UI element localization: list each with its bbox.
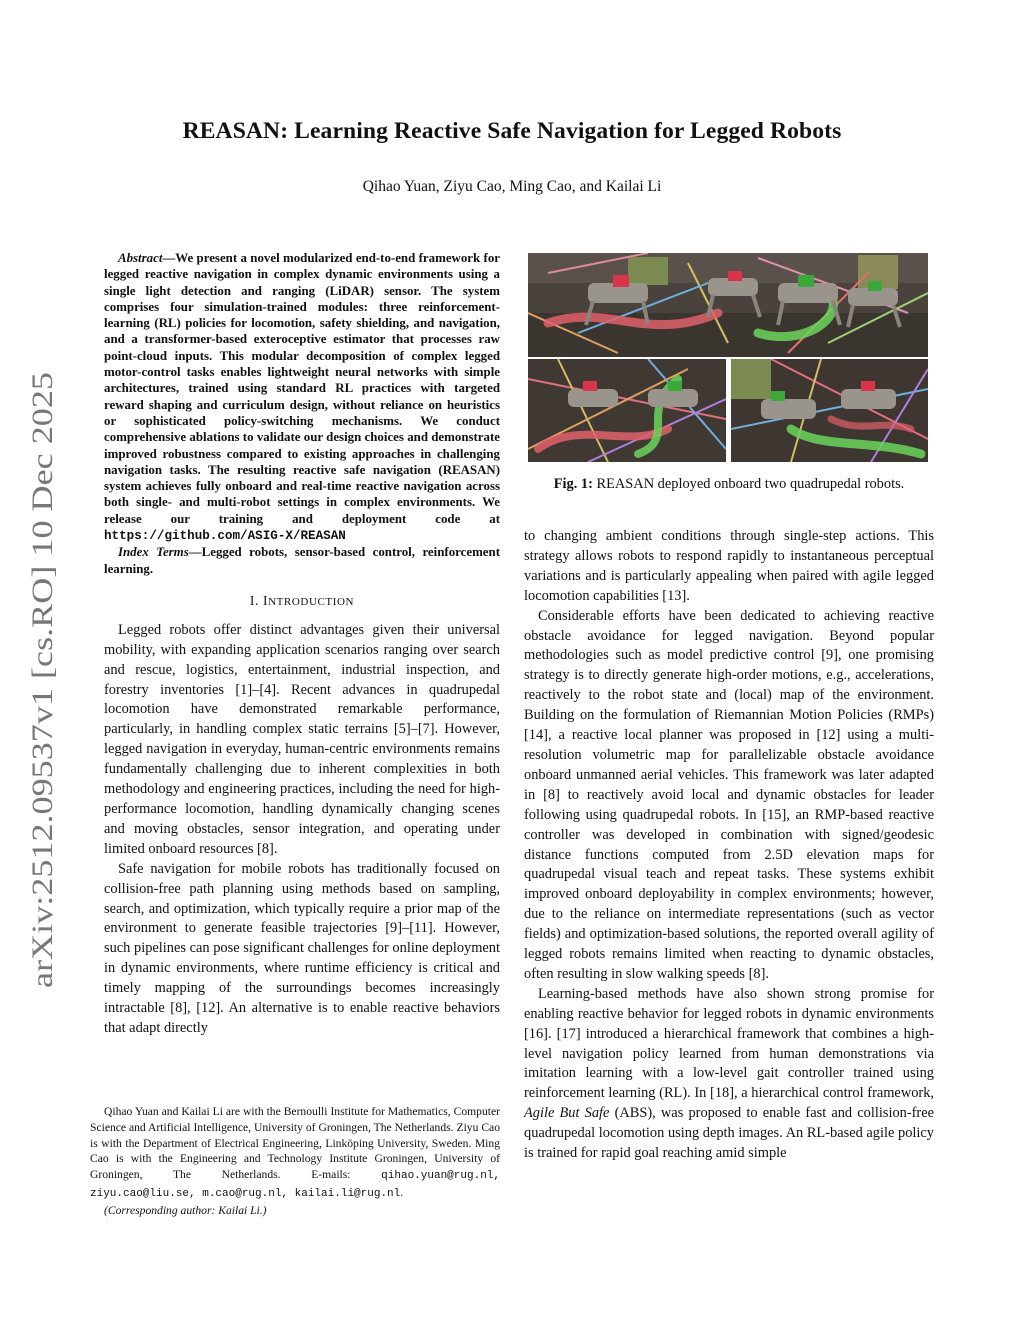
- figure-1-caption: [524, 476, 934, 493]
- figure-caption-text: REASAN deployed onboard two quadrupedal robots.: [596, 476, 905, 492]
- author-list: Qihao Yuan, Ziyu Cao, Ming Cao, and Kailai Li: [362, 178, 662, 195]
- affiliation-note: [90, 1104, 500, 1203]
- section-heading-introduction: [104, 591, 500, 613]
- arxiv-stamp-text: arXiv:2512.09537v1 [cs.RO] 10 Dec 2025: [26, 476, 59, 988]
- section-title-initial: I: [262, 592, 269, 608]
- figure-photo-bottom-left: [528, 359, 726, 462]
- index-terms-dash: —: [188, 545, 202, 560]
- left-column: [104, 250, 500, 1039]
- right-paragraph-3: [524, 985, 934, 1164]
- index-terms-label: Index Terms: [118, 545, 189, 560]
- figure-photo-top: [528, 253, 928, 357]
- author-footnote: [90, 1104, 500, 1219]
- paper-title: REASAN: Learning Reactive Safe Navigation for Legged Robots: [182, 118, 842, 144]
- right-column: [524, 527, 934, 1164]
- right-paragraph-1: to changing ambient conditions through single-step actions. This strategy allows robots to respond rapidly to instantaneous perceptual variations and is particularly appealing when paired with agile legged locomotion capabilities [13].: [524, 528, 934, 604]
- section-number: I.: [249, 592, 259, 608]
- right-paragraph-2: Considerable efforts have been dedicated to achieving reactive obstacle avoidance for legged navigation. Beyond popular methodologies such as model predictive control [9], one promising strategy is to directly generate high-order motions, e.g., accelerations, reactively to the robot state and (local) map of the environment. Building on the formulation of Riemannian Motion Policies (RMPs) [14], a reactive local planner was proposed in [12] using a multi-resolution volumetric map for parallelizable obstacle avoidance onboard unmanned aerial vehicles. This framework was later adapted in [8] to reactively avoid local and dynamic obstacles for leader following using quadrupedal robots. In [15], an RMP-based reactive controller was developed in combination with signed/geodesic distance functions computed from 2.5D elevation maps for quadrupedal visual teach and repeat tasks. These systems exhibit improved onboard deployability in complex environments; however, due to the reliance on intermediate representations (such as vector fields) and optimization-based solutions, the reported overall agility of legged robots remains limited when reacting to dynamic obstacles, often resulting in slow walking speeds [8].: [524, 607, 934, 982]
- corresponding-author-note: (Corresponding author: Kailai Li.): [104, 1203, 267, 1217]
- right-paragraph-3-part2: (ABS), was proposed to enable fast and collision-free quadrupedal locomotion using depth images. An RL-based agile policy is trained for rapid goal reaching amid simple: [524, 1105, 934, 1162]
- figure-label: Fig. 1:: [553, 476, 593, 492]
- affiliation-text: Qihao Yuan and Kailai Li are with the Bernoulli Institute for Mathematics, Computer Science and Artificial Intelligence, University of Groningen, The Netherlands. Ziyu Cao is with the Department of Electrical Engineering, Linköping University, Sweden. Ming Cao is with the Engineering and Technology Institute Groningen, University of Groningen, The Netherlands. E-mails:: [90, 1105, 500, 1182]
- footnote-period: .: [400, 1185, 404, 1199]
- index-terms: [104, 544, 500, 577]
- index-terms-text: Legged robots, sensor-based control, reinforcement learning.: [104, 545, 500, 576]
- abs-method-name: Agile But Safe: [524, 1105, 610, 1122]
- figure-photo-bottom-right: [731, 359, 928, 462]
- abstract: [104, 250, 500, 544]
- abstract-label: Abstract: [118, 251, 163, 265]
- intro-paragraph-2: Safe navigation for mobile robots has traditionally focused on collision-free path planning using methods based on sampling, search, and optimization, which typically require a prior map of the environment to generate feasible trajectories [9]–[11]. However, such pipelines can pose significant challenges for online deployment in dynamic environments, where runtime efficiency is critical and timely mapping of the surroundings becomes increasingly intractable [8], [12]. An alternative is to enable reactive behaviors that adapt directly: [104, 860, 500, 1036]
- code-url-link[interactable]: https://github.com/ASIG-X/REASAN: [104, 529, 346, 544]
- abstract-dash: —: [162, 251, 176, 265]
- abstract-text: We present a novel modularized end-to-end framework for legged reactive navigation in complex dynamic environments using a single light detection and ranging (LiDAR) sensor. The system comprises four simulation-trained modules: three reinforcement-learning (RL) policies for locomotion, safety shielding, and navigation, and a transformer-based exteroceptive estimator that processes raw point-cloud inputs. This modular decomposition of complex legged motor-control tasks enables lightweight neural networks with simple architectures, trained using standard RL practices with targeted reward shaping and curriculum design, without reliance on heuristics or sophisticated policy-switching mechanisms. We conduct comprehensive ablations to validate our design choices and demonstrate improved robustness compared to existing approaches in challenging navigation tasks. The resulting reactive safe navigation (REASAN) system achieves fully onboard and real-time reactive navigation across both single- and multi-robot settings in complex environments. We release our training and deployment code at: [104, 251, 500, 526]
- right-paragraph-3-part1: Learning-based methods have also shown strong promise for enabling reactive behavior for legged robots in dynamic environments [16]. [17] introduced a hierarchical framework that combines a high-level navigation policy learned from human demonstrations via imitation learning with a low-level gait controller trained using reinforcement learning (RL). In [18], a hierarchical control framework,: [524, 985, 934, 1102]
- arxiv-side-stamp: [2, 370, 72, 990]
- section-title-rest: NTRODUCTION: [268, 595, 355, 608]
- figure-1: [528, 250, 928, 464]
- intro-paragraph-1: Legged robots offer distinct advantages given their universal mobility, with expanding application scenarios ranging over search and rescue, logistics, entertainment, industrial inspection, and forestry inventories [1]–[4]. Recent advances in quadrupedal locomotion have demonstrated remarkable performance, particularly, in handling complex static terrains [5]–[7]. However, legged navigation in everyday, human-centric environments remains fundamentally challenging due to inherent complexities in both methodology and engineering practices, including the need for high-performance locomotion, handling dynamically changing scenes and moving obstacles, sensor integration, and operating under limited onboard resources [8].: [104, 621, 500, 857]
- author-emails[interactable]: qihao.yuan@rug.nl, ziyu.cao@liu.se, m.cao@rug.nl, kailai.li@rug.nl: [90, 1170, 500, 1200]
